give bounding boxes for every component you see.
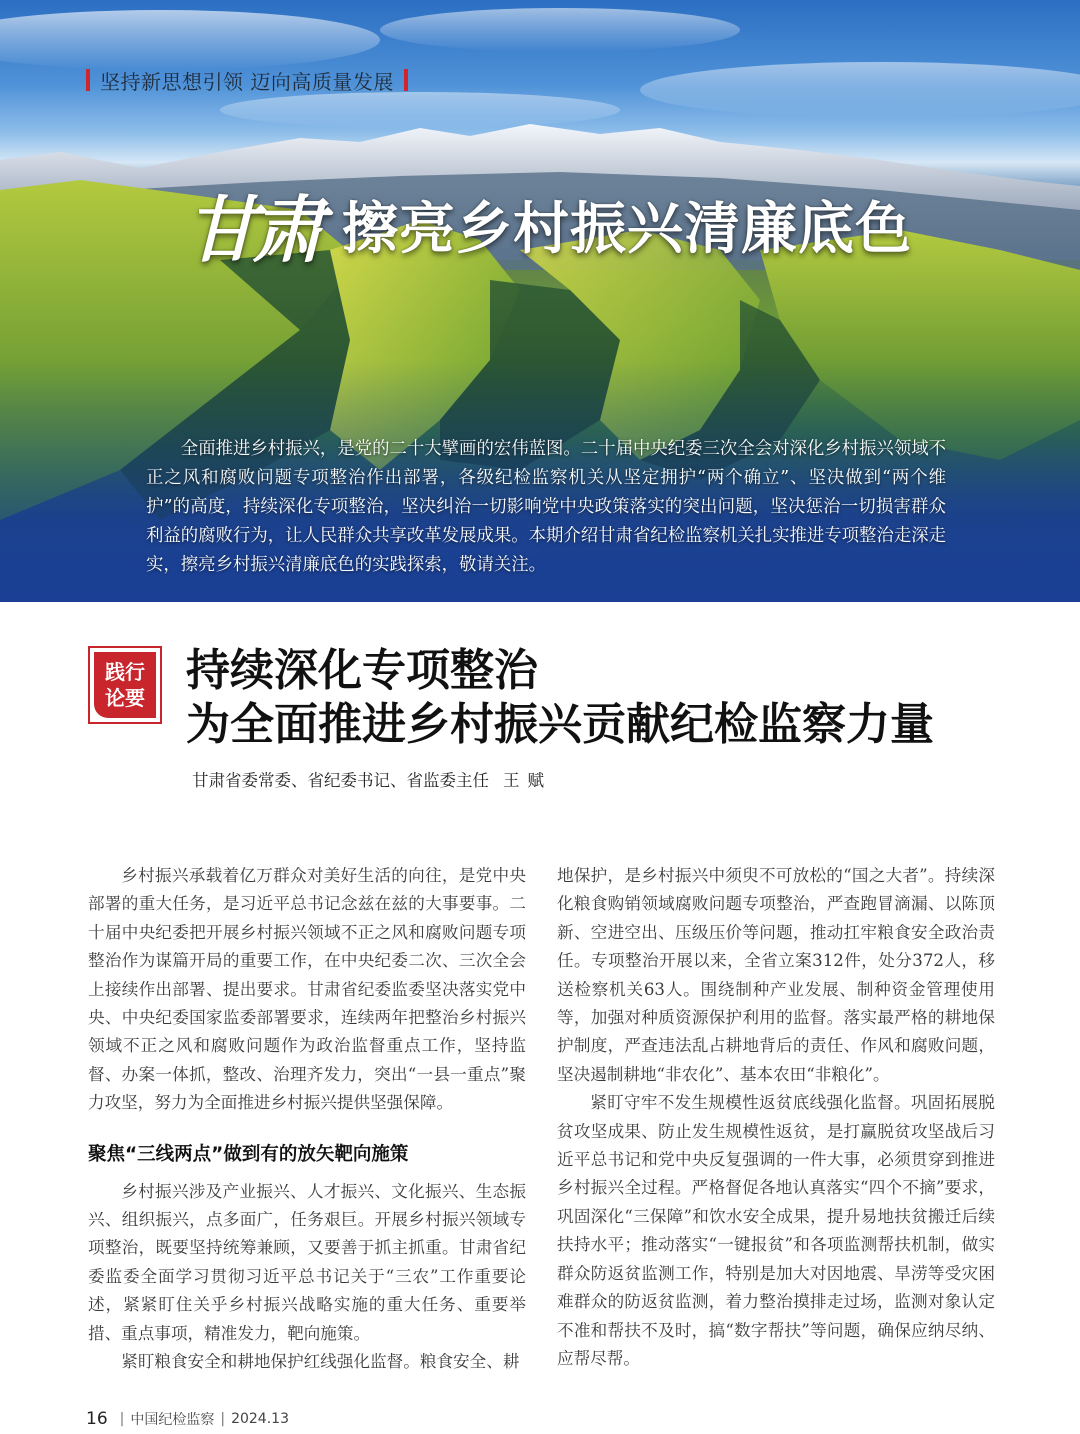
paragraph: 乡村振兴涉及产业振兴、人才振兴、文化振兴、生态振兴、组织振兴，点多面广，任务艰巨。开展乡村振兴领域专项整治，既要坚持统筹兼顾，又要善于抓主抓重。甘肃省纪委监委全面学习贯彻习近平总书记关于“三农”工作重要论述，紧紧盯住关乎乡村振兴战略实施的重大任务、重要举措、重点事项，精准发力，靶向施策。 <box>88 1181 526 1343</box>
footer-divider: | <box>220 1411 226 1427</box>
page-footer <box>86 1409 289 1429</box>
paragraph: 紧盯守牢不发生规模性返贫底线强化监督。巩固拓展脱贫攻坚成果、防止发生规模性返贫，是打赢脱贫攻坚战后习近平总书记和党中央反复强调的一件大事，必须贯穿到推进乡村振兴全过程。严格督促各地认真落实“四个不摘”要求，巩固深化“三保障”和饮水安全成果，提升易地扶贫搬迁后续扶持水平；推动落实“一键报贫”和各项监测帮扶机制，做实群众防返贫监测工作，特别是加大对因地震、旱涝等受灾困难群众的防返贫监测，着力整治摸排走过场，监测对象认定不准和帮扶不及时，搞“数字帮扶”等问题，确保应纳尽纳、应帮尽帮。 <box>557 1093 995 1368</box>
hero-province: 甘肃 <box>186 187 319 272</box>
magazine-name: 中国纪检监察 <box>130 1412 215 1428</box>
page-number: 16 <box>86 1409 108 1429</box>
author-role: 甘肃省委常委、省纪委书记、省监委主任 <box>192 771 489 790</box>
byline <box>192 767 552 791</box>
hero-intro: 全面推进乡村振兴，是党的二十大擘画的宏伟蓝图。二十届中央纪委三次全会对深化乡村振兴领域不正之风和腐败问题专项整治作出部署，各级纪检监察机关从坚定拥护“两个确立”、坚决做到“两个维护”的高度，持续深化专项整治，坚决纠治一切影响党中央政策落实的突出问题，坚决惩治一切损害群众利益的腐败行为，让人民群众共享改革发展成果。本期介绍甘肃省纪检监察机关扎实推进专项整治走深走实，擦亮乡村振兴清廉底色的实践探索，敬请关注。 <box>146 439 946 576</box>
hero-title-text: 擦亮乡村振兴清廉底色 <box>342 197 913 262</box>
footer-divider: | <box>119 1411 125 1427</box>
column-badge-line1: 践行 <box>105 660 145 684</box>
hero-banner <box>0 0 1080 602</box>
section-heading: 聚焦“三线两点”做到有的放矢靶向施策 <box>88 1143 409 1165</box>
headline-line2: 为全面推进乡村振兴贡献纪检监察力量 <box>186 699 934 750</box>
section-tag-text: 坚持新思想引领 迈向高质量发展 <box>100 69 394 94</box>
right-column <box>557 862 995 1373</box>
column-badge-line2: 论要 <box>105 686 145 710</box>
paragraph: 紧盯粮食安全和耕地保护红线强化监督。粮食安全、耕 <box>121 1352 520 1372</box>
left-column <box>88 862 526 1377</box>
paragraph: 地保护，是乡村振兴中须臾不可放松的“国之大者”。持续深化粮食购销领域腐败问题专项整治，严查跑冒滴漏、以陈顶新、空进空出、压级压价等问题，推动扛牢粮食安全政治责任。专项整治开展以来，全省立案312件，处分372人，移送检察机关63人。围绕制种产业发展、制种资金管理使用等，加强对种质资源保护利用的监督。落实最严格的耕地保护制度，严查违法乱占耕地背后的责任、作风和腐败问题，坚决遏制耕地“非农化”、基本农田“非粮化”。 <box>557 866 995 1084</box>
paragraph: 乡村振兴承载着亿万群众对美好生活的向往，是党中央部署的重大任务，是习近平总书记念兹在兹的大事要事。二十届中央纪委把开展乡村振兴领域不正之风和腐败问题专项整治作为谋篇开局的重要工作，在中央纪委二次、三次全会上接续作出部署、提出要求。甘肃省纪委监委坚决落实党中央、中央纪委国家监委部署要求，连续两年把整治乡村振兴领域不正之风和腐败问题作为政治监督重点工作，坚持监督、办案一体抓，整改、治理齐发力，突出“一县一重点”聚力攻坚，努力为全面推进乡村振兴提供坚强保障。 <box>88 866 526 1113</box>
column-badge <box>88 646 162 724</box>
author-name: 王赋 <box>503 771 552 790</box>
hero-title <box>186 188 912 272</box>
issue-number: 2024.13 <box>231 1411 289 1427</box>
section-tag <box>86 66 408 94</box>
column-badge-inner <box>94 652 156 718</box>
tag-bar-right <box>404 69 408 91</box>
article-headline <box>186 644 1046 752</box>
headline-line1: 持续深化专项整治 <box>186 645 538 696</box>
